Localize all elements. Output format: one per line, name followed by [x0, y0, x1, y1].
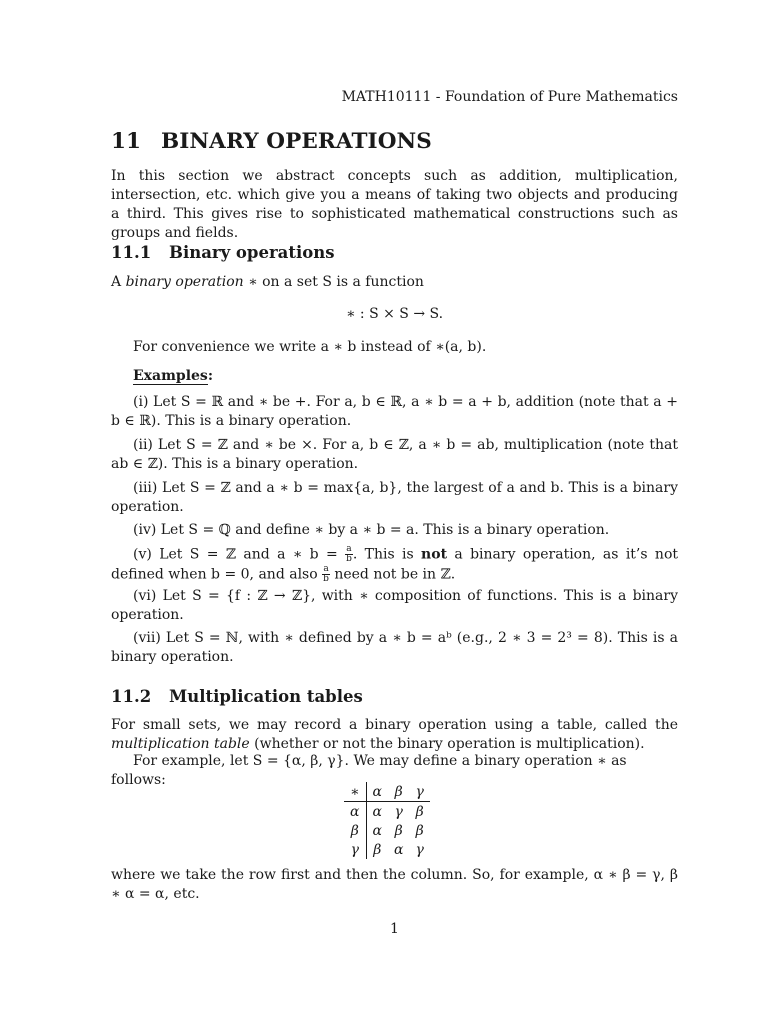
- fraction-numerator: a: [346, 544, 352, 554]
- definition-term: binary operation: [125, 274, 244, 290]
- example-item: (ii) Let S = ℤ and ∗ be ×. For a, b ∈ ℤ, a ∗ b = ab, multiplication (note that ab ∈ ℤ). This is a binary operation.: [111, 437, 678, 472]
- table-row: [344, 802, 430, 822]
- table-cell: α: [372, 822, 382, 839]
- subsection-heading-2: [111, 687, 363, 706]
- table-header-row: [344, 782, 430, 802]
- example-v-part: need not be in ℤ.: [329, 566, 456, 582]
- multiplication-table-wrap: [344, 782, 430, 859]
- table-cell: β: [415, 822, 424, 839]
- fraction: [345, 545, 353, 564]
- tables-intro-suffix: (whether or not the binary operation is multiplication).: [249, 736, 645, 752]
- subsection-number: 11.2: [111, 687, 152, 706]
- subsection-title: Binary operations: [169, 243, 335, 262]
- table-cell: γ: [415, 841, 424, 858]
- display-formula: ∗ : S × S → S.: [345, 306, 444, 322]
- table-cell: γ: [394, 803, 403, 820]
- examples-label: Examples: [133, 368, 208, 384]
- table-col-header: α: [366, 782, 388, 802]
- table-row-header: α: [344, 802, 366, 822]
- example-v-part: (v) Let S = ℤ and a ∗ b =: [133, 546, 346, 563]
- table-cell: β: [373, 841, 382, 858]
- fraction-denominator: b: [323, 573, 329, 584]
- emphasis-not: not: [421, 546, 448, 563]
- fraction-denominator: b: [346, 554, 352, 564]
- section-number: 11: [111, 129, 142, 154]
- examples-heading: [133, 368, 213, 384]
- definition-suffix: ∗ on a set S is a function: [243, 274, 424, 290]
- subsection-title: Multiplication tables: [169, 687, 363, 706]
- section-heading: [111, 129, 432, 154]
- example-item: [111, 545, 678, 584]
- section-intro: In this section we abstract concepts such as addition, multiplication, intersection, etc. which give you a means of taking two objects and producing a third. This gives rise to sophisticated mathematical constructions such as groups and fields.: [111, 168, 678, 241]
- table-row: [344, 840, 430, 859]
- example-item: (iv) Let S = ℚ and define ∗ by a ∗ b = a. This is a binary operation.: [133, 522, 610, 538]
- example-item: (iii) Let S = ℤ and a ∗ b = max{a, b}, the largest of a and b. This is a binary operation.: [111, 480, 678, 515]
- table-row-header: γ: [344, 840, 366, 859]
- table-lead-in: For example, let S = {α, β, γ}. We may define a binary operation ∗ as follows:: [111, 753, 627, 788]
- tables-intro-prefix: For small sets, we may record a binary operation using a table, called the: [111, 717, 678, 733]
- table-corner: ∗: [344, 782, 366, 802]
- table-cell: β: [394, 822, 403, 839]
- subsection-heading-1: [111, 243, 335, 262]
- definition-text: [111, 273, 678, 292]
- course-header: MATH10111 - Foundation of Pure Mathematics: [341, 89, 678, 105]
- table-cell: α: [393, 841, 404, 858]
- example-item: (vi) Let S = {f : ℤ → ℤ}, with ∗ composition of functions. This is a binary operation.: [111, 588, 678, 623]
- table-row-header: β: [344, 821, 366, 840]
- convenience-note: For convenience we write a ∗ b instead of ∗(a, b).: [133, 339, 487, 355]
- table-row: [344, 821, 430, 840]
- tables-intro-term: multiplication table: [111, 736, 250, 752]
- example-item: (i) Let S = ℝ and ∗ be +. For a, b ∈ ℝ, a ∗ b = a + b, addition (note that a + b ∈ ℝ). This is a binary operation.: [111, 394, 678, 429]
- table-explanation: where we take the row first and then the column. So, for example, α ∗ β = γ, β ∗ α = α, etc.: [111, 867, 678, 902]
- subsection-number: 11.1: [111, 243, 152, 262]
- example-v-part: . This is: [352, 546, 422, 563]
- tables-intro: [111, 716, 678, 754]
- table-col-header: γ: [409, 782, 429, 802]
- page-number: 1: [390, 921, 399, 937]
- fraction: [322, 565, 330, 584]
- example-v-part: a binary operation, as it’s not defined when b = 0, and also: [111, 546, 678, 582]
- example-item: (vii) Let S = ℕ, with ∗ defined by a ∗ b = aᵇ (e.g., 2 ∗ 3 = 2³ = 8). This is a binary operation.: [111, 630, 678, 665]
- examples-colon: :: [207, 368, 213, 384]
- section-title: BINARY OPERATIONS: [161, 129, 432, 154]
- table-cell: α: [372, 803, 382, 820]
- definition-prefix: A: [111, 274, 126, 290]
- fraction-numerator: a: [323, 563, 329, 574]
- table-col-header: β: [388, 782, 409, 802]
- table-cell: β: [415, 803, 424, 820]
- multiplication-table: [344, 782, 430, 859]
